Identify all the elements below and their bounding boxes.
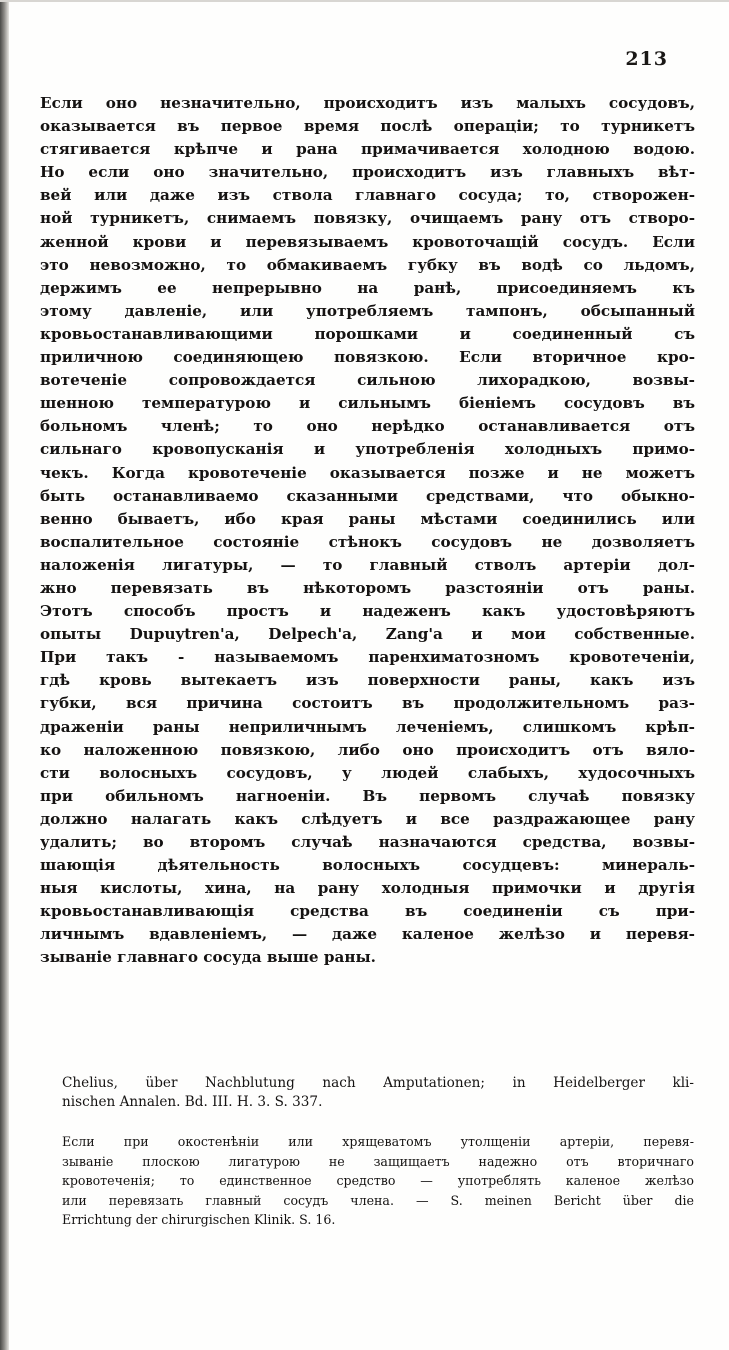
- text-line: чекъ. Когда кровотеченіе оказывается позже и не можетъ: [40, 463, 695, 482]
- text-line: стягивается крѣпче и рана примачивается холодною водою.: [40, 140, 695, 159]
- text-line: вотеченіе сопровождается сильною лихорадкою, возвы-: [40, 371, 695, 390]
- text-line: При такъ - называемомъ паренхиматозномъ кровотеченіи,: [40, 648, 695, 667]
- text-line: женной крови и перевязываемъ кровоточащій сосудъ. Если: [40, 232, 695, 251]
- text-line: ныя кислоты, хина, на рану холодныя примочки и другія: [40, 879, 695, 898]
- text-line: держимъ ее непрерывно на ранѣ, присоединяемъ къ: [40, 278, 695, 297]
- text-line: Этотъ способъ простъ и надеженъ какъ удостовѣряютъ: [40, 602, 695, 621]
- text-line: этому давленіе, или употребляемъ тампонъ, обсыпанный: [40, 301, 695, 320]
- main-text-block: [40, 92, 695, 970]
- text-line: опыты Dupuytren'a, Delpech'a, Zang'a и мои собственные.: [40, 625, 695, 644]
- text-line: воспалительное состояніе стѣнокъ сосудовъ не дозволяетъ: [40, 532, 695, 551]
- footnote-line: Chelius, über Nachblutung nach Amputationen; in Heidelberger kli-: [62, 1075, 694, 1091]
- text-line: личнымъ вдавленіемъ, — даже каленое желѣзо и перевя-: [40, 925, 695, 944]
- text-line: Если оно незначительно, происходитъ изъ малыхъ сосудовъ,: [40, 94, 695, 112]
- text-line: зываніе главнаго сосуда выше раны.: [40, 948, 376, 967]
- footnote-line: или перевязать главный сосудъ члена. — S. meinen Bericht über die: [62, 1192, 694, 1208]
- text-line: наложенія лигатуры, — то главный стволъ артеріи дол-: [40, 555, 695, 574]
- text-line: кровьостанавливающими порошками и соединенный съ: [40, 324, 695, 343]
- text-line: должно налагать какъ слѣдуетъ и все раздражающее рану: [40, 809, 695, 828]
- text-line: ко наложенною повязкою, либо оно происходитъ отъ вяло-: [40, 740, 695, 759]
- text-line: жно перевязать въ нѣкоторомъ разстояніи отъ раны.: [40, 578, 695, 597]
- footnote-ossification: [62, 1132, 694, 1230]
- text-line: шающія дѣятельность волосныхъ сосудцевъ: минераль-: [40, 856, 695, 875]
- text-line: губки, вся причина состоитъ въ продолжительномъ раз-: [40, 694, 695, 713]
- footnote-line: Если при окостенѣніи или хрящеватомъ утолщеніи артеріи, перевя-: [62, 1134, 694, 1149]
- footnote-line: nischen Annalen. Bd. III. H. 3. S. 337.: [62, 1094, 323, 1110]
- text-line: сильнаго кровопусканія и употребленія холодныхъ примо-: [40, 440, 695, 459]
- page-binding-edge: [0, 0, 9, 1350]
- text-line: удалить; во второмъ случаѣ назначаются средства, возвы-: [40, 833, 695, 851]
- footnote-chelius: [62, 1074, 694, 1112]
- text-line: гдѣ кровь вытекаетъ изъ поверхности раны, какъ изъ: [40, 671, 695, 690]
- text-line: больномъ членѣ; то оно нерѣдко останавливается отъ: [40, 417, 695, 436]
- page-number: 213: [625, 48, 668, 70]
- footnote-line: зываніе плоскою лигатурою не защищаетъ надежно отъ вторичнаго: [62, 1153, 694, 1169]
- text-line: Но если оно значительно, происходитъ изъ главныхъ вѣт-: [40, 163, 695, 182]
- text-line: быть останавливаемо сказанными средствами, что обыкно-: [40, 486, 695, 505]
- text-line: кровьостанавливающія средства въ соединеніи съ при-: [40, 902, 695, 921]
- text-line: вей или даже изъ ствола главнаго сосуда; то, створожен-: [40, 186, 695, 205]
- page-top-edge: [0, 0, 729, 2]
- footnote-line: кровотеченія; то единственное средство — употреблять каленое желѣзо: [62, 1173, 694, 1188]
- text-line: приличною соединяющею повязкою. Если вторичное кро-: [40, 348, 695, 367]
- footnote-line: Errichtung der chirurgischen Klinik. S. 16.: [62, 1212, 336, 1227]
- text-line: венно бываетъ, ибо края раны мѣстами соединились или: [40, 509, 695, 528]
- text-line: шенною температурою и сильнымъ біеніемъ сосудовъ въ: [40, 394, 695, 413]
- text-line: драженіи раны неприличнымъ леченіемъ, слишкомъ крѣп-: [40, 717, 695, 736]
- text-line: при обильномъ нагноеніи. Въ первомъ случаѣ повязку: [40, 786, 695, 805]
- text-line: это невозможно, то обмакиваемъ губку въ водѣ со льдомъ,: [40, 255, 695, 274]
- text-line: сти волосныхъ сосудовъ, у людей слабыхъ, худосочныхъ: [40, 763, 695, 782]
- text-line: оказывается въ первое время послѣ операціи; то турникетъ: [40, 117, 695, 136]
- text-line: ной турникетъ, снимаемъ повязку, очищаемъ рану отъ створо-: [40, 209, 695, 228]
